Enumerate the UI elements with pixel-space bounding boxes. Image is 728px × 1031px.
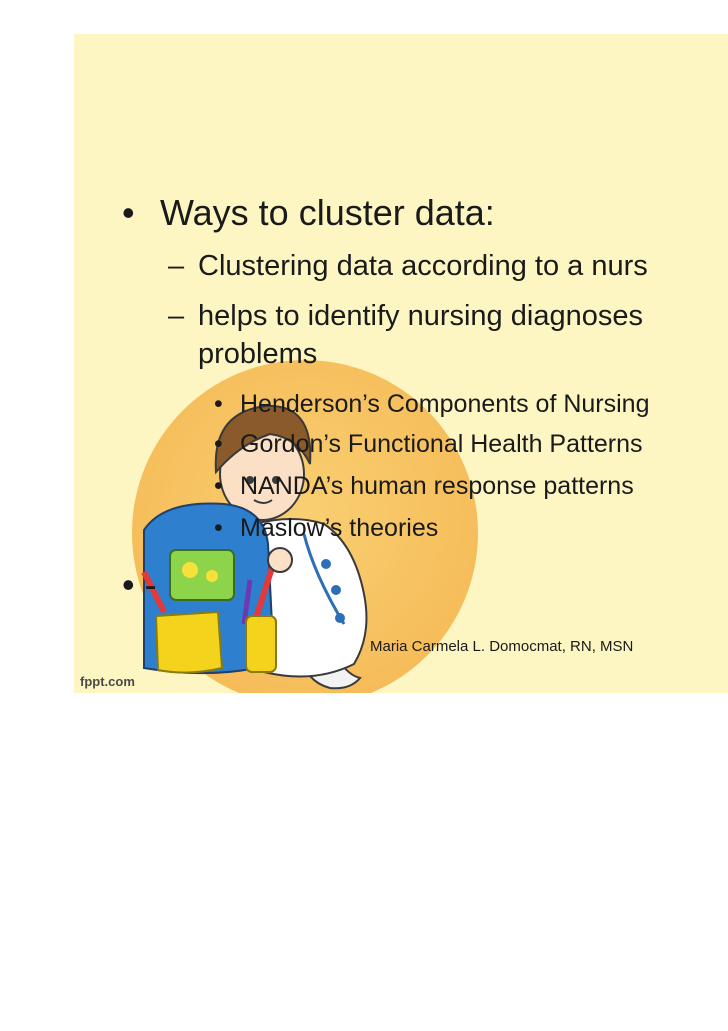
subpoint-continuation <box>198 338 317 371</box>
framework-text: Maslow’s theories <box>240 514 439 542</box>
template-brand-logo: fppt.com <box>80 674 135 689</box>
subpoint-text: helps to identify nursing diagnoses <box>198 300 643 332</box>
subpoint-text: problems <box>198 338 318 370</box>
slide <box>74 34 728 693</box>
slide-footer-author: Maria Carmela L. Domocmat, RN, MSN <box>370 638 634 655</box>
dash-glyph: – <box>168 300 185 332</box>
framework-item <box>214 472 634 501</box>
dash-glyph: – <box>168 250 185 282</box>
bullet-glyph: • <box>214 514 223 542</box>
framework-item <box>214 514 438 543</box>
bullet-glyph: • <box>214 472 223 500</box>
bullet-glyph: • <box>214 390 223 418</box>
bullet-glyph: • <box>122 192 135 233</box>
slide-heading: Ways to cluster data: <box>160 192 495 233</box>
framework-item <box>214 430 643 459</box>
framework-text: Gordon’s Functional Health Patterns <box>240 430 643 458</box>
subpoint-item <box>168 250 648 283</box>
stray-bullet <box>122 564 157 606</box>
subpoint-item <box>168 300 643 333</box>
framework-text: Henderson’s Components of Nursing <box>240 390 650 418</box>
framework-item <box>214 390 650 419</box>
framework-text: NANDA’s human response patterns <box>240 472 634 500</box>
subpoint-text: Clustering data according to a nurs <box>198 250 648 282</box>
bullet-glyph: • <box>214 430 223 458</box>
main-bullet <box>122 192 495 234</box>
stray-bullet-text: - <box>144 564 157 605</box>
bullet-glyph: • <box>122 564 135 605</box>
slide-text <box>74 34 728 693</box>
